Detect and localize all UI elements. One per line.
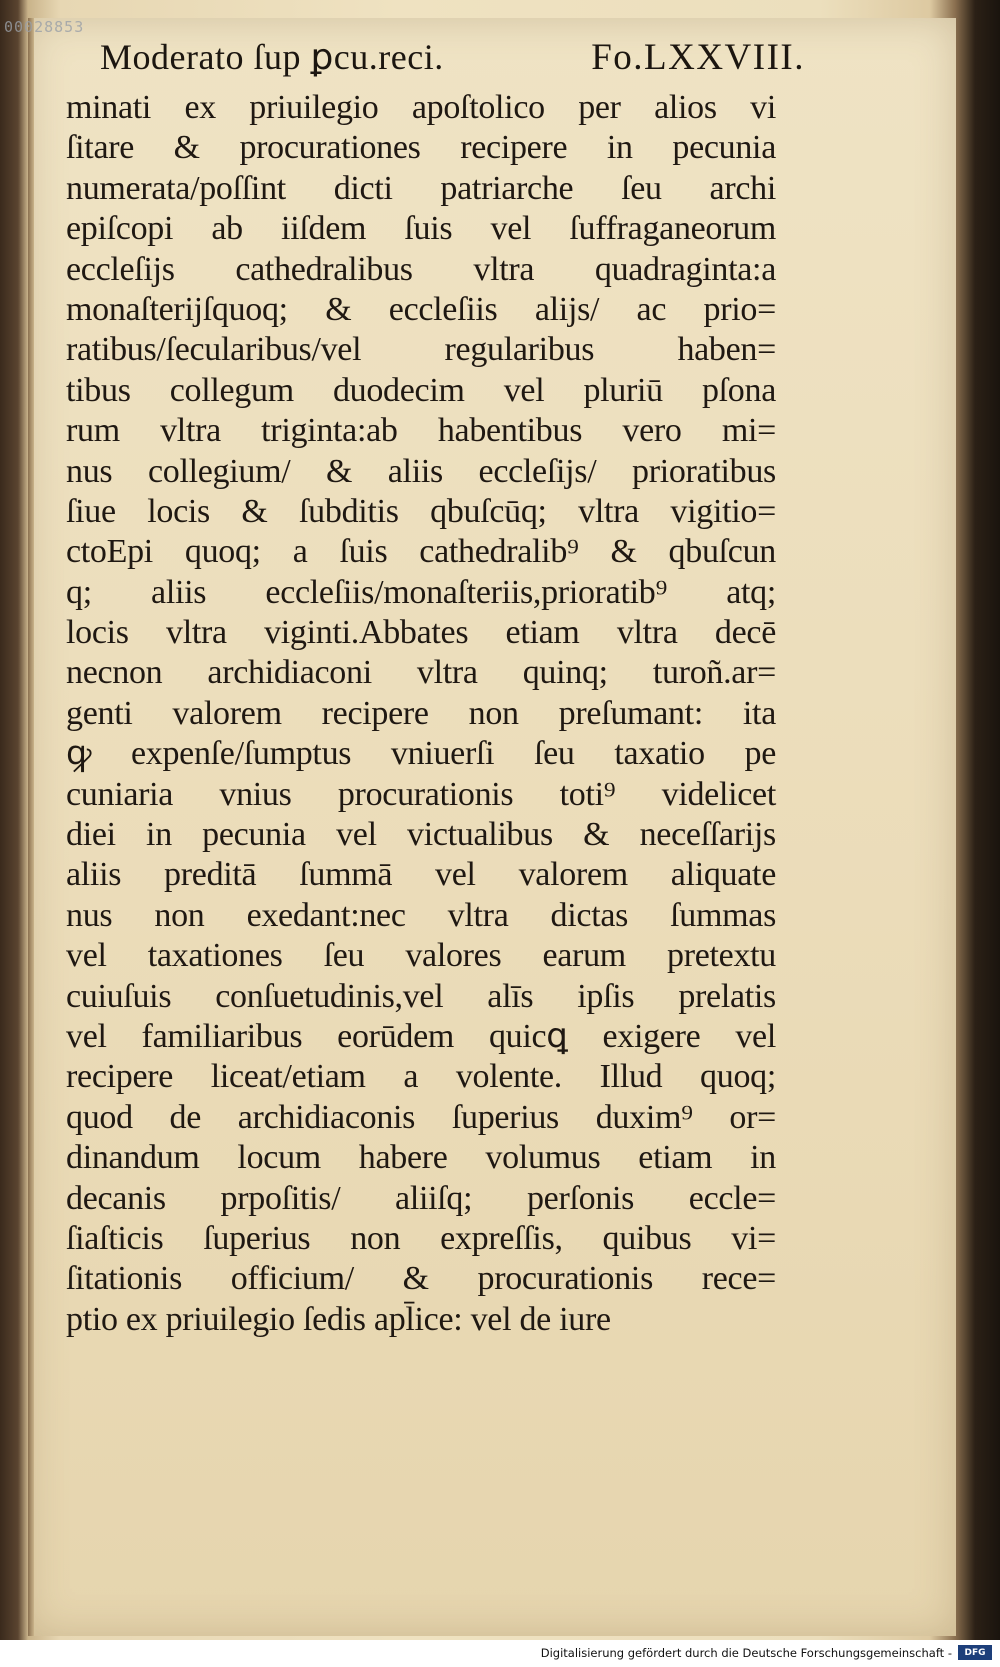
folio-number: Fo.LXXVIII.	[591, 37, 805, 78]
library-stamp: 00028853	[4, 18, 85, 36]
text-line: monaſterijſquoq; & eccleſiis alijs/ ac prio=	[66, 290, 776, 328]
text-line: necnon archidiaconi vltra quinq; turoñ.ar=	[66, 654, 776, 692]
text-line: ratibus/ſecularibus/vel regularibus haben=	[66, 331, 776, 369]
text-line: rum vltra triginta:ab habentibus vero mi=	[66, 412, 776, 450]
text-line: decanis prpoſitis/ aliiſq; perſonis eccle=	[66, 1179, 776, 1217]
text-line: vel taxationes ſeu valores earum pretextu	[66, 937, 776, 975]
text-line: quod de archidiaconis ſuperius duxim⁹ or=	[66, 1098, 776, 1136]
text-line: aliis preditā ſummā vel valorem aliquate	[66, 856, 776, 894]
text-line: ꝙ expenſe/ſumptus vniuerſi ſeu taxatio pe	[66, 735, 776, 773]
page-gutter-edge	[28, 18, 34, 1636]
text-line: nus collegium/ & aliis eccleſijs/ prioratibus	[66, 452, 776, 490]
text-line: ſitare & procurationes recipere in pecunia	[66, 129, 776, 167]
text-line: cuiuſuis conſuetudinis,vel alīs ipſis prelatis	[66, 977, 776, 1015]
text-line: genti valorem recipere non preſumant: ita	[66, 694, 776, 732]
text-line: q; aliis eccleſiis/monaſteriis,prioratib⁹ atq;	[66, 573, 776, 611]
text-line: ſiaſticis ſuperius non expreſſis, quibus vi=	[66, 1219, 776, 1257]
text-line: nus non exedant:nec vltra dictas ſummas	[66, 896, 776, 934]
text-line: ctoEpi quoq; a ſuis cathedralib⁹ & qbuſcun	[66, 533, 776, 571]
text-line: tibus collegum duodecim vel pluriū pſona	[66, 371, 776, 409]
text-line: epiſcopi ab iiſdem ſuis vel ſuffraganeorum	[66, 210, 776, 248]
footer-bar	[0, 1640, 1000, 1667]
text-line: cuniaria vnius procurationis toti⁹ videlicet	[66, 775, 776, 813]
text-line: vel familiaribus eorūdem quicꝗ exigere vel	[66, 1017, 776, 1055]
text-line: numerata/poſſint dicti patriarche ſeu archi	[66, 169, 776, 207]
text-line: ſitationis officium/ & procurationis rece=	[66, 1260, 776, 1298]
text-line: dinandum locum habere volumus etiam in	[66, 1139, 776, 1177]
funding-credit: Digitalisierung gefördert durch die Deutsche Forschungsgemeinschaft -	[540, 1646, 952, 1660]
text-line: ſiue locis & ſubditis qbuſcūq; vltra vigitio=	[66, 492, 776, 530]
text-line: eccleſijs cathedralibus vltra quadraginta:a	[66, 250, 776, 288]
text-line: minati ex priuilegio apoſtolico per alios vi	[66, 89, 776, 126]
text-line: locis vltra viginti.Abbates etiam vltra decē	[66, 614, 776, 652]
running-head	[100, 36, 805, 86]
dfg-logo: DFG	[958, 1645, 992, 1660]
text-line: recipere liceat/etiam a volente. Illud quoq;	[66, 1058, 776, 1096]
running-title: Moderato ſup ꝑcu.reci.	[100, 37, 444, 77]
text-line: diei in pecunia vel victualibus & neceſſarijs	[66, 816, 776, 854]
body-text	[66, 88, 776, 1340]
text-line: ptio ex priuilegio ſedis apl̄ice: vel de iure	[66, 1300, 611, 1338]
